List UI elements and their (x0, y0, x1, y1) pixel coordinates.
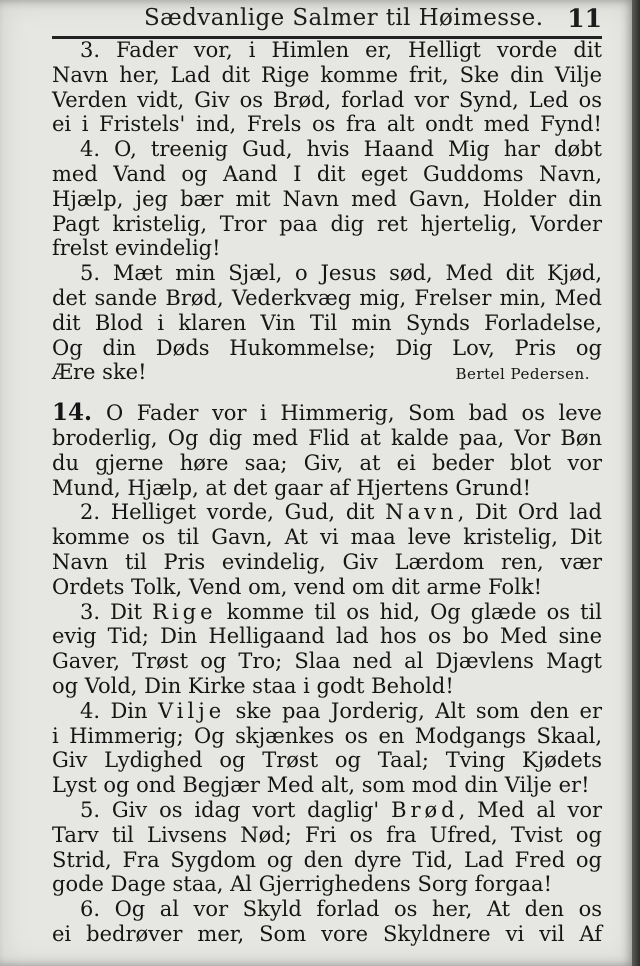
running-title: Sædvanlige Salmer til Høimesse. (144, 5, 544, 31)
text-segment: , Med al vor (458, 797, 602, 822)
page-edge-shadow (632, 0, 640, 966)
hymn-13-verse-4 (52, 137, 602, 261)
hymn-14-verse-3 (52, 600, 602, 699)
text-line: det sande Brød, Vederkvæg mig, Frelser min, Med (52, 285, 602, 310)
emphasized-word: Vilje (158, 698, 226, 723)
text-line: 6. Og al vor Skyld forlad os her, At den os (80, 897, 602, 922)
hymn-separator (52, 385, 602, 401)
text-line: 3. Fader vor, i Himlen er, Helligt vorde dit (80, 38, 602, 62)
text-line: Strid, Fra Sygdom og den dyre Tid, Lad Fred og (52, 847, 602, 872)
text-segment: 4. Din (80, 698, 158, 723)
text-line: og Vold, Din Kirke staa i godt Behold! (52, 673, 454, 698)
text-line: Verden vidt, Giv os Brød, forlad vor Synd, Led os (52, 87, 602, 112)
hymn-13-verse-5 (52, 261, 602, 385)
text-segment: ske paa Jorderig, Alt som den er (225, 698, 603, 723)
hymn-author: Bertel Pedersen. (455, 365, 590, 384)
text-line: gode Dage staa, Al Gjerrighedens Sorg forgaa! (52, 872, 553, 897)
hymn-14-verse-2 (52, 500, 602, 599)
text-line: broderlig, Og dig med Flid at kalde paa, Vor Bøn (52, 425, 602, 450)
hymn-14-verse-4 (52, 699, 602, 798)
hymn-first-line (52, 401, 602, 426)
text-line: Ordets Tolk, Vend om, vend om dit arme Folk! (52, 574, 543, 599)
text-line: Navn her, Lad dit Rige komme frit, Ske din Vilje (52, 62, 602, 87)
text-segment: 3. Dit (80, 599, 153, 624)
text-line (52, 600, 602, 625)
text-segment: , Dit Ord lad (457, 500, 602, 525)
hymn-13-verse-3 (52, 38, 602, 137)
text-segment: 2. Helliget vorde, Gud, dit (80, 500, 386, 525)
text-segment: 5. Giv os idag vort daglig' (80, 797, 392, 822)
text-line: O Fader vor i Himmerig, Som bad os leve (106, 401, 602, 426)
text-line: du gjerne høre saa; Giv, at ei beder blot vor (52, 450, 602, 475)
text-line: Mund, Hjælp, at det gaar af Hjertens Grund! (52, 475, 532, 500)
emphasized-word: Rige (152, 599, 217, 624)
text-line: dit Blod i klaren Vin Til min Synds Forladelse, (52, 310, 602, 335)
text-line: komme os til Gavn, At vi maa leve kristelig, Dit (52, 525, 602, 550)
hymn-14-verse-1 (52, 401, 602, 500)
hymn-14-verse-6 (52, 897, 602, 947)
text-line: Lyst og ond Begjær Med alt, som mod din Vilje er! (52, 773, 590, 798)
text-line: frelst evindelig! (52, 236, 221, 261)
text-line (52, 798, 602, 823)
verse-end-row (52, 360, 602, 385)
text-line: Og din Døds Hukommelse; Dig Lov, Pris og (52, 335, 602, 360)
text-line: Pagt kristelig, Tror paa dig ret hjertelig, Vorder (52, 211, 602, 236)
text-line (52, 699, 602, 724)
page-header (52, 2, 604, 34)
text-line: 4. O, treenig Gud, hvis Haand Mig har døbt (80, 137, 602, 162)
text-line: ei i Fristels' ind, Frels os fra alt ondt med Fynd! (52, 112, 602, 137)
text-line: Hjælp, jeg bær mit Navn med Gavn, Holder din (52, 186, 602, 211)
text-line: Gaver, Trøst og Tro; Slaa ned al Djævlens Magt (52, 649, 602, 674)
text-line: Ære ske! (52, 360, 147, 385)
text-line: Giv Lydighed og Trøst og Taal; Tving Kjødets (52, 748, 602, 773)
text-line: evig Tid; Din Helligaand lad hos os bo Med sine (52, 624, 602, 649)
emphasized-word: Brød (391, 797, 459, 822)
text-line: med Vand og Aand I dit eget Guddoms Navn, (52, 161, 602, 186)
text-segment: komme til os hid, Og glæde os til (216, 599, 602, 624)
page-text (52, 38, 602, 947)
text-line: Navn til Pris evindelig, Giv Lærdom ren, vær (52, 549, 602, 574)
hymn-number: 14. (52, 399, 93, 427)
hymn-14-verse-5 (52, 798, 602, 897)
text-line: Tarv til Livsens Nød; Fri os fra Ufred, Tvist og (52, 822, 602, 847)
text-line: i Himmerig; Og skjænkes os en Modgangs Skaal, (52, 723, 602, 748)
text-line: 5. Mæt min Sjæl, o Jesus sød, Med dit Kjød, (80, 261, 602, 286)
text-line (52, 500, 602, 525)
page-number: 11 (567, 4, 602, 33)
text-line: ei bedrøver mer, Som vore Skyldnere vi vil Af (52, 921, 602, 946)
emphasized-word: Navn (385, 500, 458, 525)
